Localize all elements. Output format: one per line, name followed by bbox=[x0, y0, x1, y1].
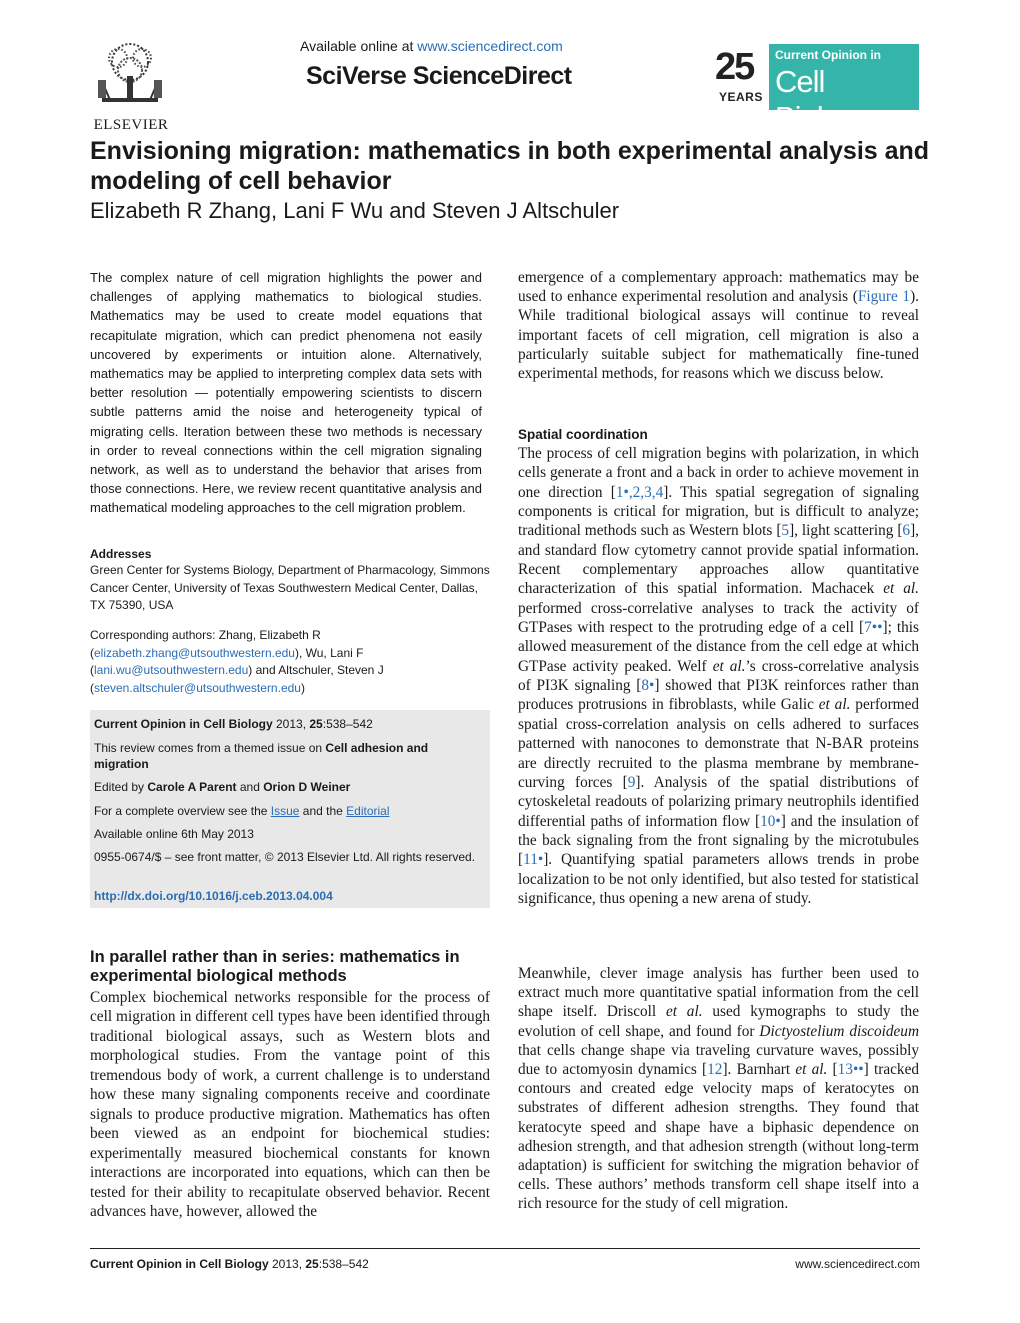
issue-link[interactable]: Issue bbox=[270, 804, 300, 818]
shape-text: Meanwhile, clever image analysis has further been used to extract much more quantitative spatial information from the cell shape itself. Driscoll bbox=[518, 965, 919, 1021]
article-authors: Elizabeth R Zhang, Lani F Wu and Steven J Altschuler bbox=[90, 198, 620, 223]
edited-prefix: Edited by bbox=[94, 780, 148, 794]
intro-continuation bbox=[518, 268, 919, 383]
article-title: Envisioning migration: mathematics in both experimental analysis and modeling of cell behavior bbox=[90, 137, 930, 195]
email-zhang[interactable]: elizabeth.zhang@utsouthwestern.edu bbox=[94, 645, 295, 660]
et-al: et al. bbox=[883, 580, 919, 598]
section-body-shape bbox=[518, 964, 919, 1214]
article-info-box bbox=[90, 710, 490, 908]
infobox-theme bbox=[94, 740, 486, 772]
et-al: et al. bbox=[795, 1061, 828, 1079]
infobox-available: Available online 6th May 2013 bbox=[94, 827, 254, 841]
overview-prefix: For a complete overview see the bbox=[94, 804, 271, 818]
ref-link[interactable]: 6 bbox=[902, 522, 911, 540]
shape-text: used kymographs to study the evolution of cell shape, and found for bbox=[518, 1003, 919, 1040]
infobox-editors bbox=[94, 779, 486, 795]
spatial-text: ]. Analysis of the spatial distributions of cytoskeletal readouts of polarizing primary neutrophils identified differential paths of information flow [ bbox=[518, 773, 920, 830]
publisher-name: ELSEVIER bbox=[93, 117, 169, 133]
et-al: et al. bbox=[818, 696, 851, 714]
infobox-copyright: 0955-0674/$ – see front matter, © 2013 Elsevier Ltd. All rights reserved. bbox=[94, 850, 476, 864]
corr-mid1: ), Wu, Lani F bbox=[294, 645, 364, 660]
elsevier-logo bbox=[88, 40, 174, 133]
editor-parent: Carole A Parent bbox=[147, 780, 237, 794]
anniversary-mark bbox=[713, 44, 769, 110]
ref-link[interactable]: 10• bbox=[760, 812, 781, 830]
ref-link[interactable]: 1•,2,3,4 bbox=[615, 483, 664, 501]
footer-volume: 25 bbox=[305, 1257, 319, 1271]
spatial-text: ]. This spatial segregation of signaling components is critical for migration, but is difficult to analyze; traditional methods such as Western blots [ bbox=[518, 483, 919, 540]
elsevier-tree-icon bbox=[90, 40, 170, 110]
badge-years-number: 25 bbox=[715, 46, 754, 88]
available-prefix: Available online at bbox=[300, 38, 418, 54]
species-name: Dictyostelium discoideum bbox=[759, 1022, 919, 1040]
journal-badge bbox=[713, 44, 919, 135]
infobox-overview bbox=[94, 803, 486, 819]
section-body-parallel: Complex biochemical networks responsible for the process of cell migration in different cell types have been identified through traditional biological assays, such as Western blots and morphological studies. From the vantage point of this tremendous body of work, a current challenge is to understand how these many signaling components receive and coordinate signals to produce productive migration. Mathematics has often been viewed as an endpoint for biochemical studies: experimentally measured biochemical constants for known interactions are incorporated into equations, which can then be tested for their ability to recapitulate observed behavior. Recent advances have, however, allowed the bbox=[90, 989, 490, 1220]
editors-and: and bbox=[236, 780, 264, 794]
corresponding-authors: Corresponding authors: Zhang, Elizabeth R (elizabeth.zhang@utsouthwestern.edu), Wu, Lani F (lani.wu@utsouthwestern.edu) and Altschuler, Steven J (steven.altschuler@utsouthwestern.edu) bbox=[90, 628, 384, 695]
ref-link[interactable]: 12 bbox=[707, 1061, 723, 1079]
shape-text: ]. Barnhart bbox=[722, 1061, 796, 1079]
shape-text: [ bbox=[827, 1061, 838, 1079]
intro-part-a: emergence of a complementary approach: mathematics may be used to enhance experimental resolution and analysis ( bbox=[518, 269, 919, 306]
intro-part-b: ). While traditional biological assays will continue to reveal important facets of cell migration, cell migration is also a particularly suitable subject for mathematically fine-tuned experimental methods, for reasons which we discuss below. bbox=[518, 288, 919, 383]
ref-link[interactable]: 8• bbox=[641, 677, 655, 695]
addresses-text: Green Center for Systems Biology, Department of Pharmacology, Simmons Cancer Center, University of Texas Southwestern Medical Center, Dallas, TX 75390, USA bbox=[90, 563, 490, 612]
et-al: et al. bbox=[712, 657, 746, 675]
section-heading-parallel: In parallel rather than in series: mathematics in experimental biological methods bbox=[90, 948, 460, 985]
spatial-text: ] and the insulation of the back signaling from the front signaling by the microtubules [ bbox=[518, 812, 919, 869]
ref-link[interactable]: 11• bbox=[523, 851, 544, 869]
theme-name: Cell adhesion and migration bbox=[94, 741, 429, 771]
footer-pages: :538–542 bbox=[318, 1257, 369, 1271]
spatial-text: ], and standard flow cytometry cannot provide spatial information. Recent complementary approaches allow quantitative characterization of this spatial information. Machacek bbox=[518, 522, 919, 598]
spatial-text: The process of cell migration begins with polarization, in which cells generate a front and a back in order to achieve movement in one direction [ bbox=[518, 445, 919, 501]
abstract: The complex nature of cell migration highlights the power and challenges of applying mathematics to biological studies. Mathematics may be used to create model equations that recapitulate migration, which can predict phenomena not easily uncovered by experiments or intuition alone. Alternatively, mathematics may be applied to interpreting complex data sets with better resolution — potentially empowering scientists to discern subtle patterns amid the noise and heterogeneity typical of migrating cells. Iteration between these two methods is necessary in order to reveal connections within the cell migration signaling network, as well as to understand the behavior that arises from those connections. Here, we review recent quantitative analysis and mathematical modeling approaches to the cell migration problem. bbox=[90, 270, 482, 516]
infobox-doi-row bbox=[94, 888, 486, 904]
section-heading-spatial: Spatial coordination bbox=[518, 427, 648, 442]
footer-url[interactable]: www.sciencedirect.com bbox=[795, 1257, 920, 1271]
platform-name: SciVerse ScienceDirect bbox=[306, 62, 572, 90]
shape-text: ] tracked contours and created edge velocity maps of keratocytes on substrates of different adhesion strengths. They found that keratocyte speed and shape have a biphasic dependence on adhesion strength, and that adhesion strength (without long-term adaptation) is sufficient for switching the migration behavior of cells. These authors’ methods transform cell shape itself into a rich resource for the study of cell migration. bbox=[518, 1061, 920, 1213]
available-online-line bbox=[300, 38, 563, 54]
ref-link[interactable]: 13•• bbox=[837, 1061, 864, 1079]
spatial-text: ] showed that PI3K reinforces rather than produces protrusions in fibroblasts, while Galic bbox=[518, 677, 919, 714]
spatial-text: performed spatial cross-correlation analysis on cells adhered to surfaces patterned with nanocones to demonstrate that N-BAR proteins are directly recruited to the plasma membrane by membrane-curving forces [ bbox=[518, 696, 920, 791]
journal-name-block bbox=[769, 44, 919, 135]
infobox-volume: 25 bbox=[309, 717, 323, 731]
footer-citation bbox=[90, 1257, 369, 1271]
infobox-pages: :538–542 bbox=[322, 717, 373, 731]
footer-divider bbox=[90, 1248, 920, 1249]
ref-link[interactable]: 7•• bbox=[864, 619, 883, 637]
email-wu[interactable]: lani.wu@utsouthwestern.edu bbox=[94, 663, 249, 677]
figure-1-link[interactable]: Figure 1 bbox=[857, 288, 911, 306]
sciencedirect-link[interactable]: www.sciencedirect.com bbox=[417, 38, 563, 54]
email-altschuler[interactable]: steven.altschuler@utsouthwestern.edu bbox=[94, 680, 301, 695]
infobox-year: 2013, bbox=[272, 717, 310, 731]
corr-prefix: Corresponding authors: Zhang, Elizabeth R bbox=[90, 628, 321, 642]
spatial-text: ], light scattering [ bbox=[789, 522, 903, 540]
ref-link[interactable]: 5 bbox=[781, 522, 790, 540]
badge-title: Cell Biology bbox=[775, 64, 870, 135]
spatial-text: performed cross-correlative analyses to track the activity of GTPases with respect to the protruding edge of a cell [ bbox=[518, 599, 919, 637]
spatial-text: ]. Quantifying spatial parameters allows trends in probe localization to be not only identified, but also tested for statistical significance, thus opening a new arena of study. bbox=[518, 851, 919, 907]
corr-mid2: ) and Altschuler, Steven J bbox=[248, 663, 384, 677]
shape-text: that cells change shape via traveling curvature waves, possibly due to actomyosin dynamics [ bbox=[518, 1041, 919, 1079]
editor-weiner: Orion D Weiner bbox=[263, 780, 351, 794]
doi-link[interactable]: http://dx.doi.org/10.1016/j.ceb.2013.04.004 bbox=[94, 889, 333, 903]
addresses-heading: Addresses bbox=[90, 547, 152, 561]
editorial-link[interactable]: Editorial bbox=[346, 804, 390, 818]
spatial-text: ]; this allowed measurement of the distance from the cell edge at which GTPase activity peaked. Welf bbox=[518, 619, 919, 675]
infobox-citation bbox=[94, 716, 486, 732]
section-body-spatial bbox=[518, 444, 919, 908]
footer-journal: Current Opinion in Cell Biology bbox=[90, 1257, 269, 1271]
overview-and: and the bbox=[299, 804, 347, 818]
et-al: et al. bbox=[665, 1003, 703, 1021]
footer-year: 2013, bbox=[268, 1257, 306, 1271]
badge-series: Current Opinion in bbox=[775, 48, 881, 62]
spatial-text: ’s cross-correlative analysis of PI3K signaling [ bbox=[518, 657, 919, 695]
ref-link[interactable]: 9 bbox=[627, 773, 636, 791]
badge-years-word: YEARS bbox=[719, 90, 763, 104]
theme-prefix: This review comes from a themed issue on bbox=[94, 741, 326, 755]
infobox-journal: Current Opinion in Cell Biology bbox=[94, 717, 273, 731]
